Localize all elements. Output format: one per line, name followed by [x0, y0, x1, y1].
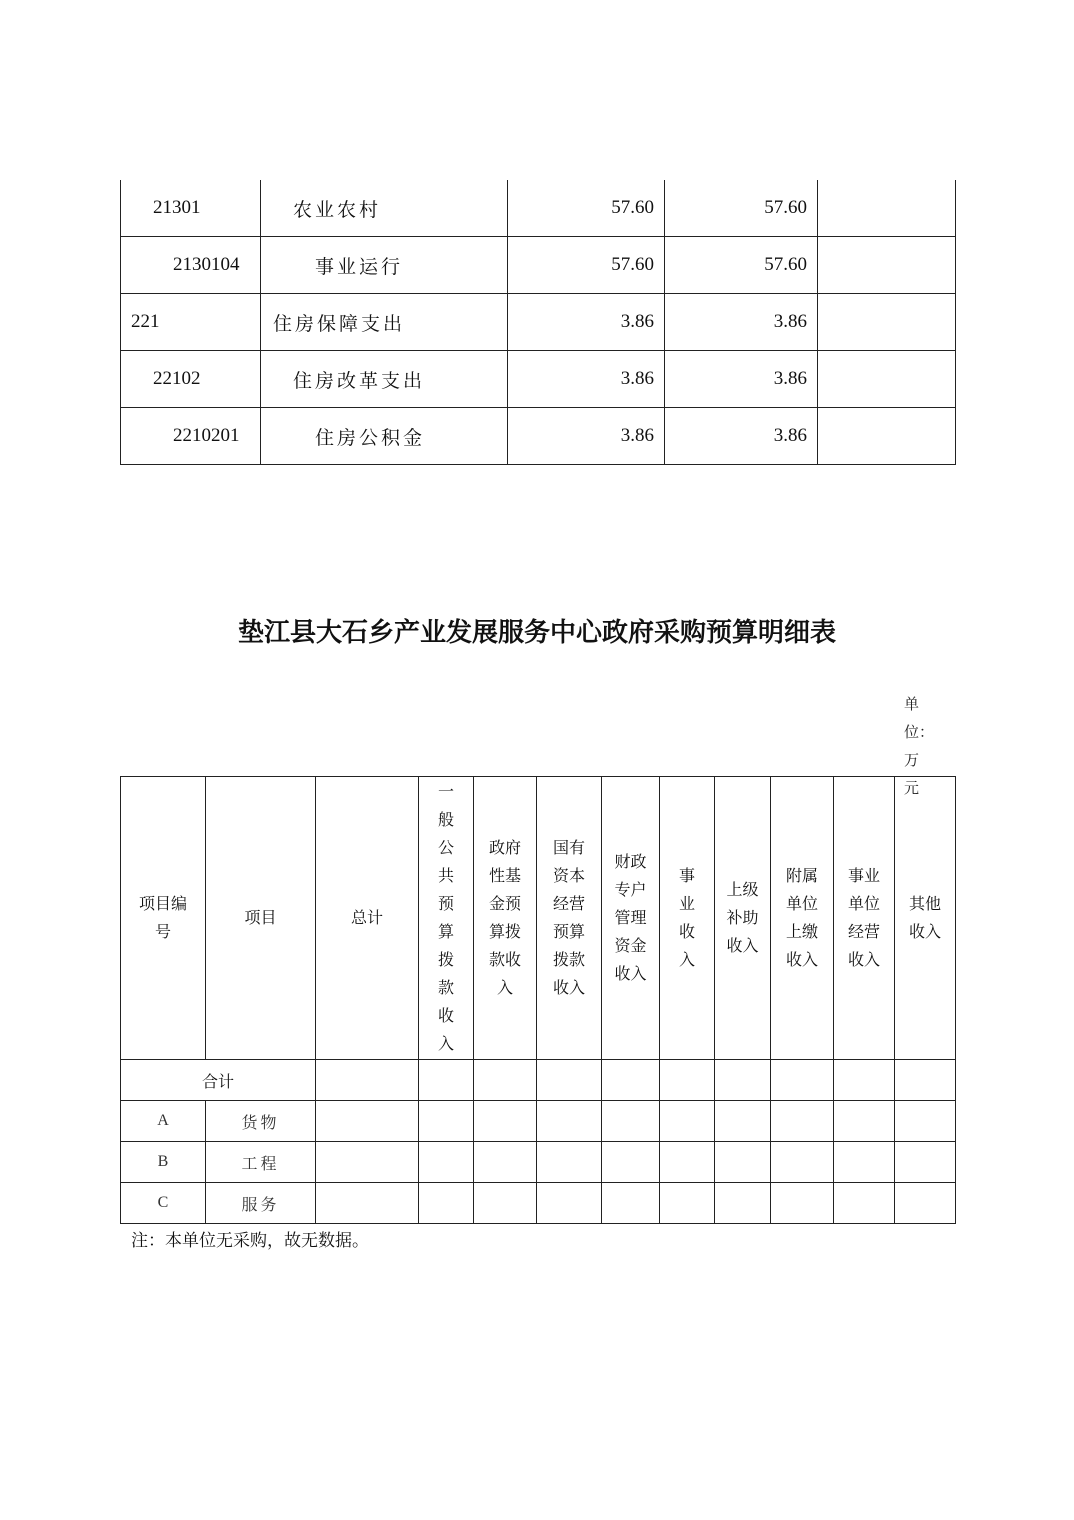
name-cell: 住房保障支出	[261, 294, 508, 351]
other-cell	[818, 180, 956, 237]
total-row	[121, 1060, 956, 1101]
table-row	[121, 408, 956, 465]
code-cell: 221	[121, 294, 261, 351]
name-cell: 服务	[206, 1183, 316, 1224]
empty-cell	[715, 1183, 771, 1224]
header-cell: 其他收入	[895, 777, 956, 1060]
header-cell: 财政专户管理资金收入	[602, 777, 660, 1060]
empty-cell	[316, 1142, 419, 1183]
header-cell: 事业收入	[660, 777, 715, 1060]
basic-cell: 3.86	[665, 351, 818, 408]
code-cell: 2210201	[121, 408, 261, 465]
empty-cell	[602, 1183, 660, 1224]
code-cell: C	[121, 1183, 206, 1224]
table-row	[121, 1142, 956, 1183]
empty-cell	[771, 1183, 834, 1224]
basic-cell: 3.86	[665, 408, 818, 465]
empty-cell	[316, 1101, 419, 1142]
table-row	[121, 1101, 956, 1142]
total-cell: 57.60	[508, 237, 665, 294]
empty-cell	[537, 1183, 602, 1224]
empty-cell	[602, 1101, 660, 1142]
empty-cell	[715, 1142, 771, 1183]
header-cell: 总计	[316, 777, 419, 1060]
total-label: 合计	[121, 1060, 316, 1101]
header-cell: 事业单位经营收入	[834, 777, 895, 1060]
other-cell	[818, 294, 956, 351]
empty-cell	[895, 1142, 956, 1183]
procurement-table	[120, 776, 956, 1224]
name-cell: 农业农村	[261, 180, 508, 237]
total-cell: 3.86	[508, 351, 665, 408]
empty-cell	[474, 1101, 537, 1142]
other-cell	[818, 408, 956, 465]
name-cell: 住房公积金	[261, 408, 508, 465]
basic-cell: 57.60	[665, 237, 818, 294]
name-cell: 工程	[206, 1142, 316, 1183]
table-row	[121, 294, 956, 351]
empty-cell	[771, 1101, 834, 1142]
code-cell: B	[121, 1142, 206, 1183]
header-cell: 项目编号	[121, 777, 206, 1060]
table-row	[121, 237, 956, 294]
empty-cell	[895, 1183, 956, 1224]
empty-cell	[715, 1101, 771, 1142]
budget-table	[120, 180, 956, 465]
page-title: 垫江县大石乡产业发展服务中心政府采购预算明细表	[237, 618, 836, 648]
empty-cell	[602, 1142, 660, 1183]
header-cell: 上级补助收入	[715, 777, 771, 1060]
empty-cell	[419, 1142, 474, 1183]
name-cell: 货物	[206, 1101, 316, 1142]
name-cell: 事业运行	[261, 237, 508, 294]
name-cell: 住房改革支出	[261, 351, 508, 408]
header-row	[121, 777, 956, 1060]
unit-label: 单位：万元	[904, 695, 935, 797]
header-cell: 政府性基金预算拨款收入	[474, 777, 537, 1060]
empty-cell	[537, 1142, 602, 1183]
basic-cell: 3.86	[665, 294, 818, 351]
code-cell: 22102	[121, 351, 261, 408]
empty-cell	[895, 1101, 956, 1142]
total-cell: 3.86	[508, 294, 665, 351]
table-row	[121, 180, 956, 237]
other-cell	[818, 237, 956, 294]
empty-cell	[834, 1101, 895, 1142]
empty-cell	[316, 1183, 419, 1224]
empty-cell	[660, 1101, 715, 1142]
empty-cell	[474, 1183, 537, 1224]
table-row	[121, 1183, 956, 1224]
empty-cell	[419, 1101, 474, 1142]
empty-cell	[660, 1183, 715, 1224]
total-cell: 3.86	[508, 408, 665, 465]
empty-cell	[537, 1101, 602, 1142]
code-cell: 2130104	[121, 237, 261, 294]
code-cell: 21301	[121, 180, 261, 237]
header-cell: 国有资本经营预算拨款收入	[537, 777, 602, 1060]
empty-cell	[660, 1142, 715, 1183]
empty-cell	[834, 1183, 895, 1224]
total-cell: 57.60	[508, 180, 665, 237]
empty-cell	[419, 1183, 474, 1224]
empty-cell	[771, 1142, 834, 1183]
table-row	[121, 351, 956, 408]
other-cell	[818, 351, 956, 408]
header-cell: 附属单位上缴收入	[771, 777, 834, 1060]
basic-cell: 57.60	[665, 180, 818, 237]
empty-cell	[834, 1142, 895, 1183]
header-cell: 项目	[206, 777, 316, 1060]
header-cell: 一般公共预算拨款收入	[419, 777, 474, 1060]
note-text: 注：本单位无采购，故无数据。	[131, 1231, 369, 1251]
empty-cell	[474, 1142, 537, 1183]
code-cell: A	[121, 1101, 206, 1142]
